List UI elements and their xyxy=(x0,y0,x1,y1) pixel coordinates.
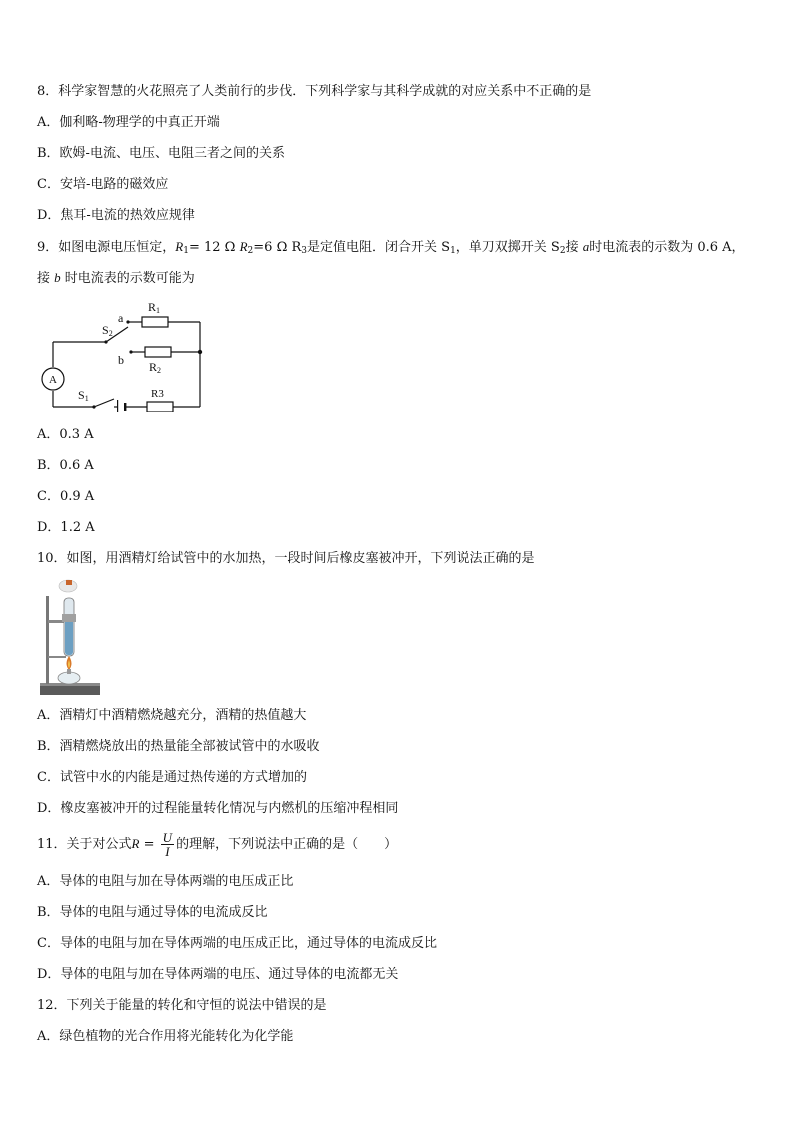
q11-option-b: B．导体的电阻与通过导体的电流成反比 xyxy=(37,905,268,920)
q9-option-b: B．0.6 A xyxy=(37,458,94,473)
q8-option-b: B．欧姆-电流、电压、电阻三者之间的关系 xyxy=(37,146,285,161)
r3-label: R3 xyxy=(151,388,164,400)
q8-option-a: A．伽利略-物理学的中真正开端 xyxy=(37,115,220,130)
q11-option-c: C．导体的电阻与加在导体两端的电压成正比，通过导体的电流成反比 xyxy=(37,936,437,951)
q10-option-c: C．试管中水的内能是通过热传递的方式增加的 xyxy=(37,770,307,785)
s2-label: S2 xyxy=(102,323,113,338)
q10-option-a: A．酒精灯中酒精燃烧越充分，酒精的热值越大 xyxy=(37,708,307,723)
r2-label: R2 xyxy=(149,360,162,375)
q10-stem: 10．如图，用酒精灯给试管中的水加热，一段时间后橡皮塞被冲开，下列说法正确的是 xyxy=(37,551,535,566)
ammeter-icon: A xyxy=(49,374,57,386)
q9-stem-line2: 接 b 时电流表的示数可能为 xyxy=(37,270,195,286)
q8-stem: 8．科学家智慧的火花照亮了人类前行的步伐．下列科学家与其科学成就的对应关系中不正确的是 xyxy=(37,84,592,99)
q9-circuit-diagram xyxy=(38,296,208,412)
q9-option-c: C．0.9 A xyxy=(37,489,95,504)
q10-test-tube-apparatus-image xyxy=(38,576,102,698)
q8-option-d: D．焦耳-电流的热效应规律 xyxy=(37,208,195,223)
b-terminal-label: b xyxy=(118,353,124,367)
a-terminal-label: a xyxy=(118,311,124,325)
q12-option-a: A．绿色植物的光合作用将光能转化为化学能 xyxy=(37,1029,294,1044)
r1-label: R1 xyxy=(148,300,161,315)
q11-stem: 11．关于对公式R = $\frac{U}{I}$ 的理解，下列说法中正确的是（ ） xyxy=(37,830,398,859)
q9-option-d: D．1.2 A xyxy=(37,520,95,535)
s1-label: S1 xyxy=(78,388,89,403)
q9-option-a: A．0.3 A xyxy=(37,427,94,442)
q10-option-b: B．酒精燃烧放出的热量能全部被试管中的水吸收 xyxy=(37,739,320,754)
q11-formula-fraction: $\frac{U}{I}$ xyxy=(162,830,173,859)
q9-stem-line1: 9．如图电源电压恒定，$R_1= 12$ Ω $R_2=6$ Ω $R_3$是定值电阻．闭合开关 $S_1$，单刀双掷开关 $S_2$接 a时电流表的示数为 0.6 A， xyxy=(37,239,745,256)
q11-option-a: A．导体的电阻与加在导体两端的电压成正比 xyxy=(37,874,294,889)
q12-stem: 12．下列关于能量的转化和守恒的说法中错误的是 xyxy=(37,998,327,1013)
q11-option-d: D．导体的电阻与加在导体两端的电压、通过导体的电流都无关 xyxy=(37,967,399,982)
q10-option-d: D．橡皮塞被冲开的过程能量转化情况与内燃机的压缩冲程相同 xyxy=(37,801,399,816)
q8-option-c: C．安培-电路的磁效应 xyxy=(37,177,169,192)
